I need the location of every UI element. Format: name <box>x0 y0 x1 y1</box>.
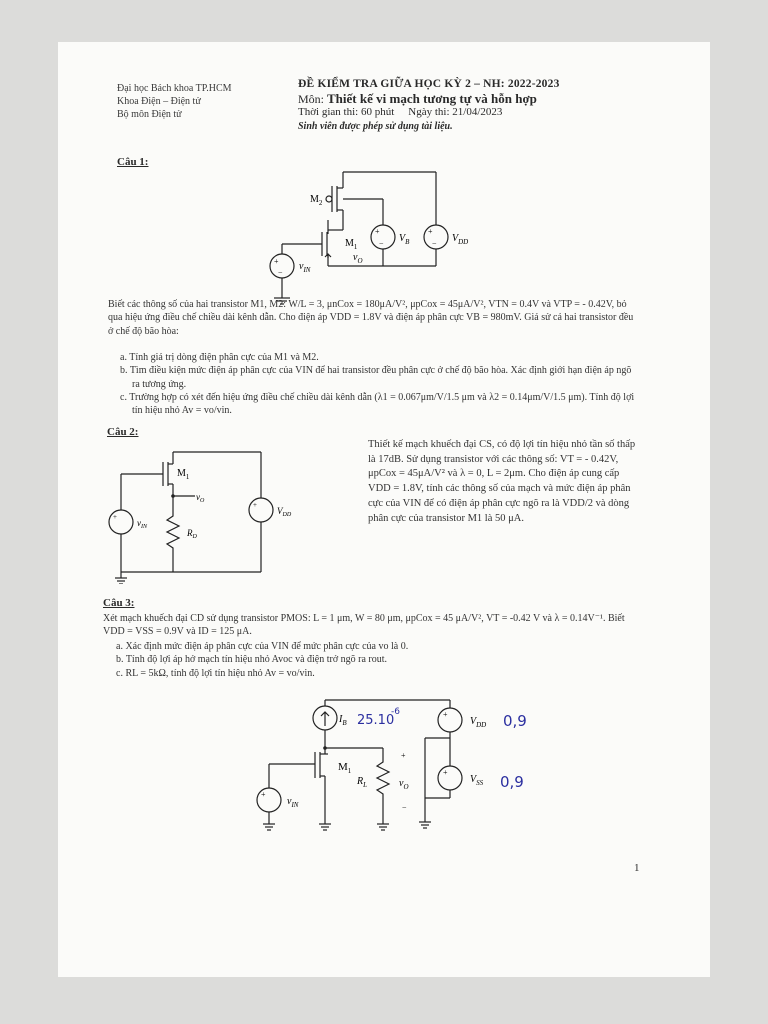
q3-label-rl: $R_L$ <box>357 776 368 789</box>
svg-text:+: + <box>253 501 257 509</box>
svg-text:+: + <box>443 710 448 719</box>
q2-text: Thiết kế mạch khuếch đại CS, có độ lợi tín hiệu nhỏ tần số thấp là 17dB. Sử dụng transistor với các thông số: VT = - 0.42V, μpCox = 45μA/V² và λ = 0, L = 2μm. Cho điện áp cung cấp VDD = 1.8V, tính các thông số của mạch và mức điện áp phân cực của VIN để có điện áp phân cực ngõ ra là VDD/2 và dòng phân cực của transistor M1 là 50 μA. <box>368 439 636 524</box>
q1-item-c: c. Trường hợp có xét đến hiệu ứng điều chế chiều dài kênh dẫn (λ1 = 0.067μm/V/1.5 μm và λ2 = 0.14μm/V/1.5 μm). Tính độ lợi tín hiệu nhỏ Av = vo/vin. <box>120 391 635 417</box>
q1-label-vin: $v_{IN}$ <box>299 261 311 274</box>
svg-text:+: + <box>113 513 117 521</box>
subject-line <box>298 92 560 107</box>
q3-items <box>111 640 641 680</box>
header-left <box>117 82 232 121</box>
q3-label-vss: $V_{SS}$ <box>470 774 484 787</box>
q3-hand-ib-exp: -6 <box>391 707 400 717</box>
q1-label-m1: $M_1$ <box>345 238 358 251</box>
q2-label-vin: $v_{IN}$ <box>137 518 147 530</box>
q3-label-m1: $M_1$ <box>338 761 352 775</box>
q3-circuit <box>245 692 535 842</box>
subject-label: Môn: <box>298 91 325 106</box>
svg-text:+: + <box>375 227 380 236</box>
subject-name: Thiết kế vi mạch tương tự và hỗn hợp <box>327 90 537 106</box>
svg-text:−: − <box>402 803 407 812</box>
q1-label-vb: $V_B$ <box>399 233 410 246</box>
exam-duration: Thời gian thi: 60 phút <box>298 106 395 118</box>
q1-item-b: b. Tìm điều kiện mức điện áp phân cực của VIN để hai transistor đều phân cực ở chế độ bão hòa. Xác định giới hạn điện áp ngõ ra tương ứng. <box>120 365 632 390</box>
q3-label-vo: $v_O$ <box>399 778 409 791</box>
svg-text:−: − <box>278 268 283 277</box>
q3-item-c: c. RL = 5kΩ, tính độ lợi tín hiệu nhỏ Av = vo/vin. <box>116 667 315 679</box>
q3-hand-vdd-value: 0,9 <box>503 712 527 730</box>
exam-note: Sinh viên được phép sử dụng tài liệu. <box>298 120 453 132</box>
q1-label-m2: $M_2$ <box>310 194 323 207</box>
q3-title: Câu 3: <box>103 597 135 609</box>
q3-label-ib: $I_B$ <box>339 714 347 727</box>
exam-date: Ngày thi: 21/04/2023 <box>408 106 503 118</box>
q2-title: Câu 2: <box>107 426 139 438</box>
q1-items <box>115 351 637 417</box>
department-name: Bộ môn Điện tử <box>117 109 182 120</box>
q1-title: Câu 1: <box>117 156 149 168</box>
q3-label-vin: $v_{IN}$ <box>287 796 299 809</box>
q3-intro: Xét mạch khuếch đại CD sử dụng transistor PMOS: L = 1 μm, W = 80 μm, μpCox = 45 μA/V², VT = -0.42 V và λ = 0.14V⁻¹. Biết VDD = VSS = 0.9V và ID = 125 μA. <box>103 613 625 638</box>
q1-label-vdd: $V_{DD}$ <box>452 233 469 246</box>
q2-circuit <box>103 446 293 584</box>
q1-circuit <box>250 160 480 305</box>
q1-intro: Biết các thông số của hai transistor M1, M2: W/L = 3, μnCox = 180μA/V², μpCox = 45μA/V², VTN = 0.4V và VTP = - 0.42V, bỏ qua hiệu ứng điều chế chiều dài kênh dẫn. Cho điện áp VDD = 1.8V và điện áp phân cực VB = 980mV. Giả sử cả hai transistor đều ở chế độ bão hòa: <box>108 299 634 337</box>
svg-text:+: + <box>428 227 433 236</box>
header-right <box>298 78 560 133</box>
q2-label-rd: $R_D$ <box>187 528 197 540</box>
q1-label-vo: $v_O$ <box>353 252 363 265</box>
q2-label-vo: $v_O$ <box>196 492 205 504</box>
svg-text:+: + <box>274 257 279 266</box>
q1-item-a: a. Tính giá trị dòng điện phân cực của M1 và M2. <box>120 352 319 363</box>
q3-label-vdd: $V_{DD}$ <box>470 716 487 729</box>
q3-hand-vss-value: 0,9 <box>500 773 524 791</box>
q2-label-m1: $M_1$ <box>177 468 190 481</box>
svg-text:+: + <box>261 790 266 799</box>
q3-item-a: a. Xác định mức điện áp phân cực của VIN để mức phân cực của vo là 0. <box>116 641 409 652</box>
q3-hand-ib-value: 25.10 <box>357 713 395 728</box>
page-number: 1 <box>634 862 640 874</box>
q3-item-b: b. Tính độ lợi áp hở mạch tín hiệu nhỏ Avoc và điện trở ngõ ra rout. <box>116 654 388 666</box>
duration-date-line <box>298 106 560 120</box>
svg-text:+: + <box>443 768 448 777</box>
svg-text:+: + <box>401 751 406 760</box>
university-name: Đại học Bách khoa TP.HCM <box>117 83 232 94</box>
faculty-name: Khoa Điện – Điện tử <box>117 96 201 107</box>
svg-text:−: − <box>432 239 437 248</box>
q2-label-vdd: $V_{DD}$ <box>277 506 292 518</box>
svg-text:−: − <box>379 239 384 248</box>
exam-title: ĐỀ KIỂM TRA GIỮA HỌC KỲ 2 – NH: 2022-2023 <box>298 78 560 90</box>
